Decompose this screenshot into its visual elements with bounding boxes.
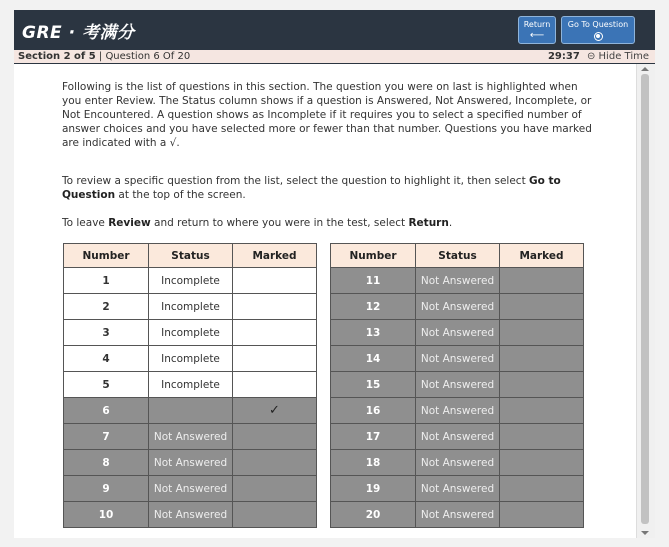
question-marked [500,476,584,502]
question-table-right [330,243,584,528]
question-indicator: Question 6 Of 20 [105,51,191,62]
question-status: Incomplete [149,268,233,294]
hide-time-toggle[interactable]: ⊝ Hide Time [586,51,649,62]
question-row[interactable] [331,424,584,450]
question-status: Not Answered [416,502,500,528]
text-span: and return to where you were in the test, select [150,217,409,229]
go-to-question-ref: Go to Question [62,175,561,201]
review-content [14,64,636,538]
question-marked [233,346,317,372]
review-window [14,10,655,538]
question-status: Not Answered [416,268,500,294]
question-row[interactable] [331,398,584,424]
scroll-up-arrow-icon[interactable] [641,67,649,71]
question-row[interactable] [64,320,317,346]
separator: | [95,51,106,62]
question-marked [500,502,584,528]
question-number: 16 [331,398,416,424]
question-number: 5 [64,372,149,398]
question-status: Incomplete [149,346,233,372]
section-label: Section 2 of 5 [18,51,96,62]
question-status: Not Answered [149,502,233,528]
text-span: at the top of the screen. [115,189,246,201]
question-marked [500,398,584,424]
question-status [149,398,233,424]
scroll-down-arrow-icon[interactable] [641,531,649,535]
question-number: 14 [331,346,416,372]
question-status: Not Answered [416,294,500,320]
question-status: Not Answered [416,398,500,424]
text-span: To leave [62,217,109,229]
question-row[interactable] [64,398,317,424]
status-bar [14,50,655,63]
question-status: Incomplete [149,320,233,346]
timer-area [548,50,649,63]
timer: 29:37 [547,51,580,62]
question-number: 15 [331,372,416,398]
target-icon [594,32,603,41]
question-row[interactable] [331,450,584,476]
question-number: 20 [331,502,416,528]
question-number: 3 [64,320,149,346]
question-number: 8 [64,450,149,476]
question-number: 6 [64,398,149,424]
question-status: Not Answered [149,476,233,502]
instructions-paragraph-2 [62,174,592,202]
question-number: 9 [64,476,149,502]
checkmark-icon: ✓ [269,403,280,418]
section-indicator [18,50,190,63]
question-number: 12 [331,294,416,320]
arrow-left-icon: ⟵ [529,30,545,41]
text-span: To review a specific question from the list, select the question to highlight it, then select [62,175,530,187]
instructions-paragraph-3 [62,216,592,230]
question-marked [500,268,584,294]
question-status: Incomplete [149,372,233,398]
question-number: 2 [64,294,149,320]
question-marked [233,424,317,450]
question-row[interactable] [64,450,317,476]
question-row[interactable] [64,372,317,398]
question-row[interactable] [331,294,584,320]
return-label: Return [523,20,551,29]
question-marked [500,450,584,476]
return-button[interactable] [518,16,556,44]
header-number: Number [331,244,416,268]
question-number: 11 [331,268,416,294]
question-number: 18 [331,450,416,476]
header-status: Status [416,244,500,268]
question-status: Not Answered [416,346,500,372]
header-number: Number [64,244,149,268]
question-row[interactable] [331,476,584,502]
question-marked [500,424,584,450]
question-marked [233,502,317,528]
go-to-question-label: Go To Question [567,20,629,29]
question-marked [233,320,317,346]
question-number: 7 [64,424,149,450]
question-status: Not Answered [416,372,500,398]
question-status: Not Answered [149,450,233,476]
question-row[interactable] [64,502,317,528]
question-marked [233,476,317,502]
question-row[interactable] [64,294,317,320]
question-number: 10 [64,502,149,528]
question-row[interactable] [64,268,317,294]
header-status: Status [149,244,233,268]
instructions-paragraph-1: Following is the list of questions in this section. The question you were on last is highlighted when you enter Review. The Status column shows if a question is Answered, Not Answered, Incomplete, or Not Encountered. A question shows as Incomplete if it requires you to select a specified number of answer choices and you have selected more or fewer than that number. Questions you have marked are indicated with a √. [62,81,592,149]
return-ref: Return [408,217,449,229]
question-marked [500,320,584,346]
question-number: 13 [331,320,416,346]
question-marked [233,294,317,320]
question-status: Not Answered [416,476,500,502]
question-row[interactable] [64,346,317,372]
question-number: 17 [331,424,416,450]
question-status: Not Answered [416,424,500,450]
header-marked: Marked [233,244,317,268]
question-status: Not Answered [149,424,233,450]
question-status: Not Answered [416,450,500,476]
top-bar [14,10,655,48]
header-marked: Marked [500,244,584,268]
question-marked [233,268,317,294]
question-status: Incomplete [149,294,233,320]
question-marked [500,346,584,372]
question-table-left [63,243,317,528]
scroll-thumb[interactable] [641,74,649,524]
question-marked [233,372,317,398]
app-logo: GRE · 考满分 [22,23,135,43]
question-row[interactable] [331,268,584,294]
question-number: 19 [331,476,416,502]
question-number: 1 [64,268,149,294]
go-to-question-button[interactable] [561,16,635,44]
question-marked [500,294,584,320]
question-row[interactable] [331,502,584,528]
question-row[interactable] [64,424,317,450]
question-row[interactable] [331,372,584,398]
question-row[interactable] [64,476,317,502]
question-row[interactable] [331,346,584,372]
review-ref: Review [108,217,151,229]
question-marked [500,372,584,398]
question-row[interactable] [331,320,584,346]
table-header-row [331,244,584,268]
table-header-row [64,244,317,268]
question-marked [233,450,317,476]
question-number: 4 [64,346,149,372]
text-span: . [448,217,453,229]
vertical-scrollbar[interactable] [636,64,655,538]
question-status: Not Answered [416,320,500,346]
question-marked [233,398,317,424]
